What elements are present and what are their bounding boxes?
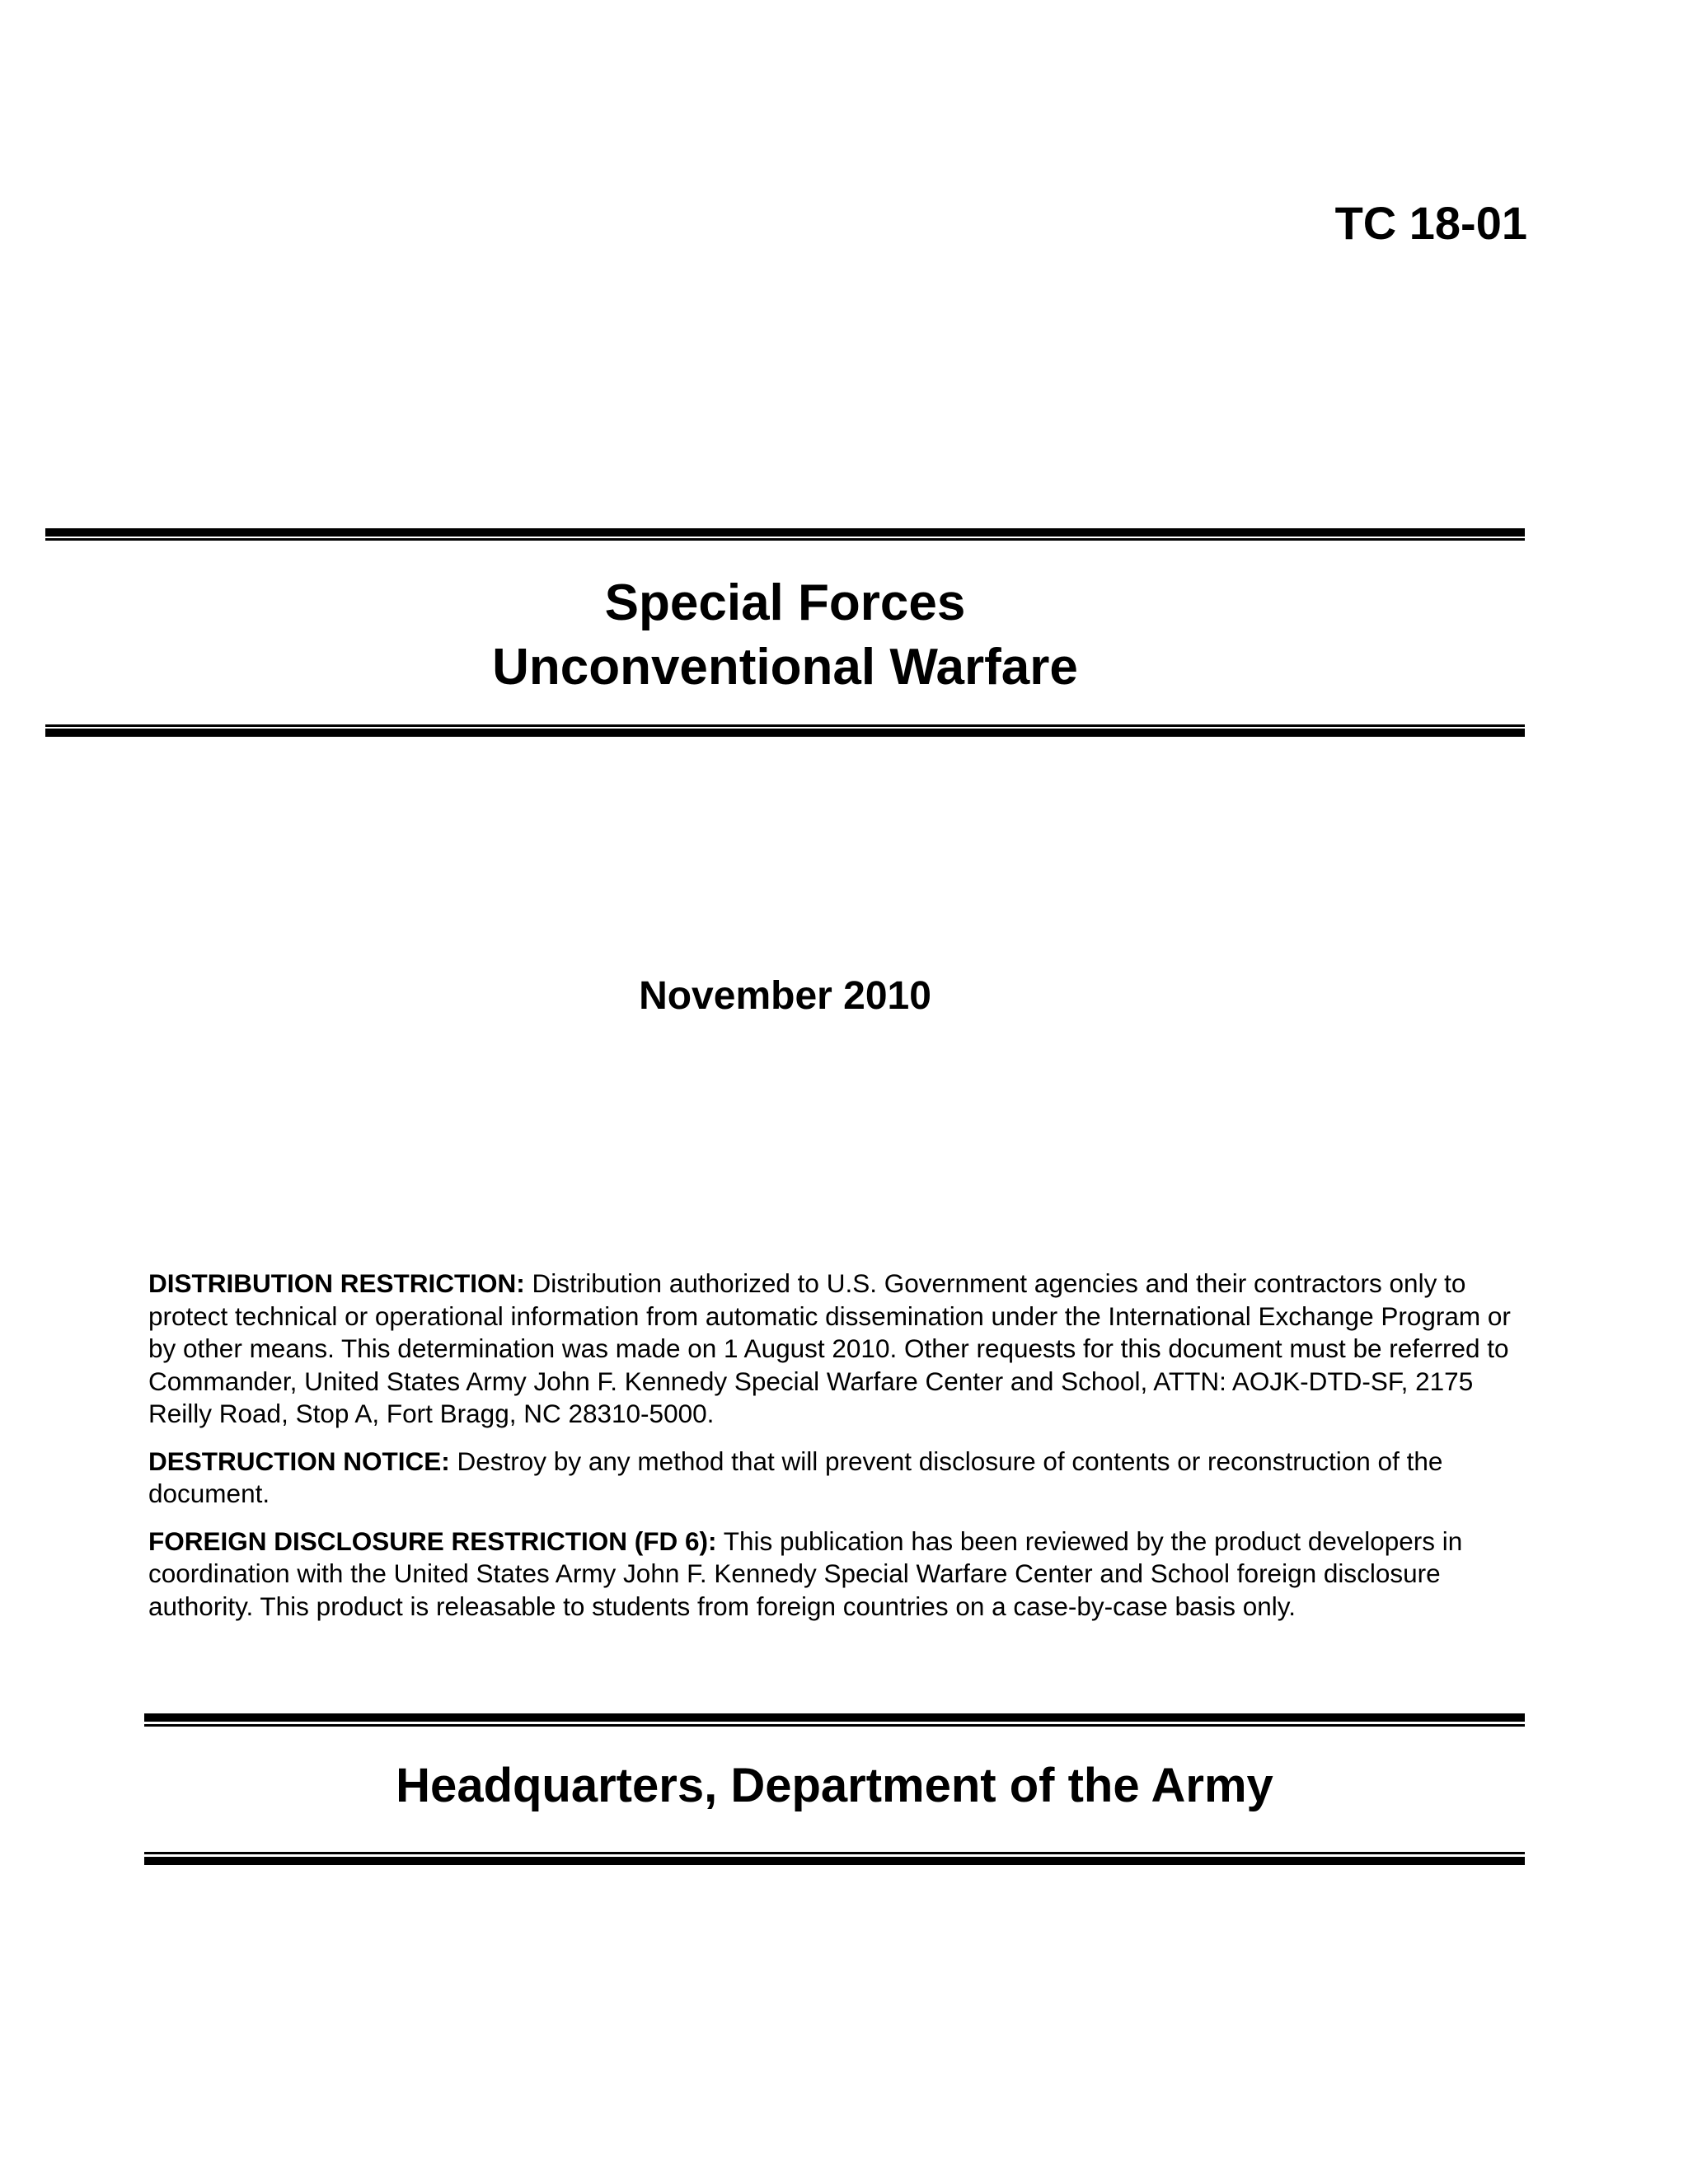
- publication-date: November 2010: [639, 974, 931, 1018]
- notice-text: Destroy by any method that will prevent disclosure of contents or reconstruction of the document.: [148, 1446, 1443, 1508]
- document-number: TC 18-01: [1334, 197, 1527, 249]
- title-top-rule-thin: [45, 538, 1525, 541]
- distribution-restriction: [148, 1268, 1541, 1431]
- title-bottom-rule-thick: [45, 729, 1525, 737]
- destruction-notice: [148, 1446, 1541, 1511]
- issuer-top-rule-thin: [144, 1724, 1525, 1727]
- foreign-disclosure-restriction: [148, 1526, 1541, 1624]
- notice-label: FOREIGN DISCLOSURE RESTRICTION (FD 6):: [148, 1526, 717, 1556]
- notice-text: Distribution authorized to U.S. Government agencies and their contractors only to protect technical or operational information from automatic dissemination under the International Exchange Program or by other means. This determination was made on 1 August 2010. Other requests for this document must be referred to Commander, United States Army John F. Kennedy Special Warfare Center and School, ATTN: AOJK-DTD-SF, 2175 Reilly Road, Stop A, Fort Bragg, NC 28310-5000.: [148, 1268, 1511, 1428]
- restriction-notices: [148, 1268, 1541, 1638]
- notice-label: DESTRUCTION NOTICE:: [148, 1446, 450, 1476]
- issuer-top-rule-thick: [144, 1713, 1525, 1722]
- title-bottom-rule-thin: [45, 724, 1525, 727]
- notice-text: This publication has been reviewed by the product developers in coordination with the United States Army John F. Kennedy Special Warfare Center and School foreign disclosure authority. This product is releasable to students from foreign countries on a case-by-case basis only.: [148, 1526, 1463, 1621]
- notice-label: DISTRIBUTION RESTRICTION:: [148, 1268, 525, 1298]
- issuer-bottom-rule-thick: [144, 1857, 1525, 1865]
- title-line-1: Special Forces: [604, 574, 966, 631]
- title-line-2: Unconventional Warfare: [492, 639, 1078, 696]
- issuer-bottom-rule-thin: [144, 1852, 1525, 1854]
- document-title: [45, 571, 1525, 700]
- issuing-authority: Headquarters, Department of the Army: [396, 1759, 1273, 1812]
- title-top-rule-thick: [45, 528, 1525, 537]
